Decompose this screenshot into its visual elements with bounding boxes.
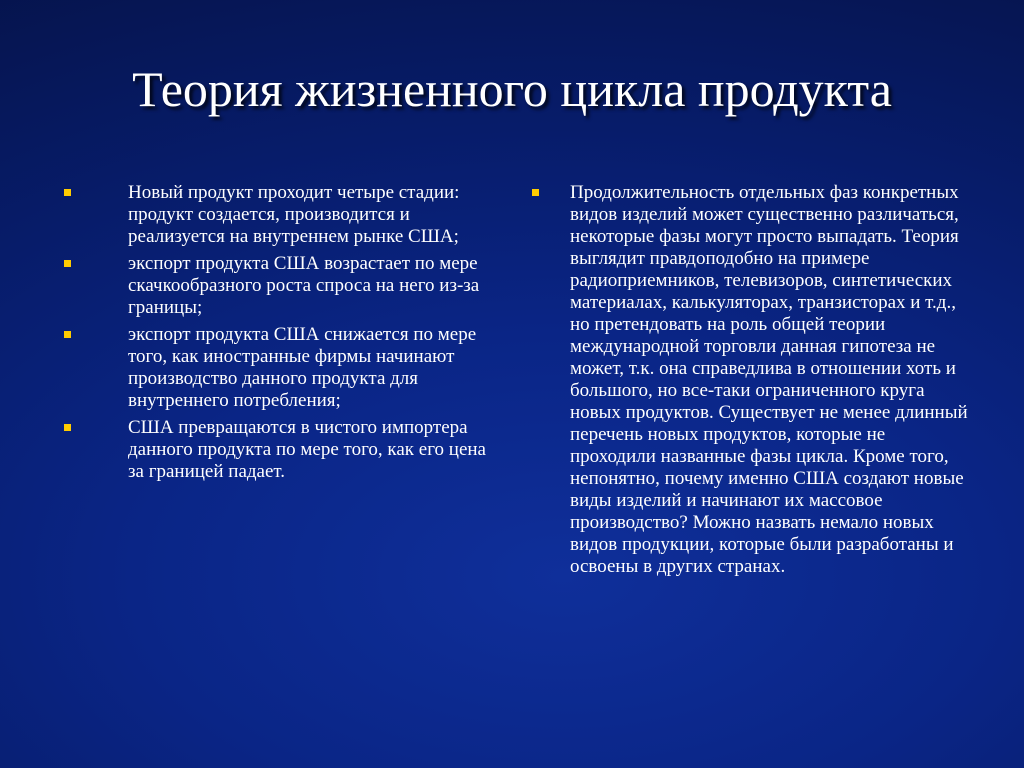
square-bullet-icon bbox=[64, 424, 71, 431]
square-bullet-icon bbox=[64, 331, 71, 338]
list-item bbox=[62, 324, 502, 412]
list-item-text: Продолжительность отдельных фаз конкретных видов изделий может существенно различаться, некоторые фазы могут просто выпадать. Теория выглядит правдоподобно на примере радиоприемников, телевизоров, синтетических материалах, калькуляторах, транзисторах и т.д., но претендовать на роль общей теории международной торговли данная гипотеза не может, т.к. она справедлива в отношении хоть и большого, но все-таки ограниченного круга новых продуктов. Существует не менее длинный перечень новых продуктов, которые не проходили названные фазы цикла. Кроме того, непонятно, почему именно США создают новые виды изделий и начинают их массовое производство? Можно назвать немало новых видов продукции, которые были разработаны и освоены в других странах. bbox=[570, 182, 968, 577]
list-item-text: Новый продукт проходит четыре стадии: продукт создается, производится и реализуется на внутреннем рынке США; bbox=[128, 182, 460, 247]
right-column bbox=[530, 182, 970, 583]
list-item-text: США превращаются в чистого импортера данного продукта по мере того, как его цена за границей падает. bbox=[128, 417, 486, 482]
slide-title: Теория жизненного цикла продукта bbox=[132, 61, 892, 117]
list-item bbox=[62, 417, 502, 483]
square-bullet-icon bbox=[532, 189, 539, 196]
list-item-text: экспорт продукта США снижается по мере того, как иностранные фирмы начинают производство данного продукта для внутреннего потребления; bbox=[128, 324, 477, 411]
left-bullet-list bbox=[62, 182, 502, 483]
list-item bbox=[530, 182, 970, 578]
list-item-text: экспорт продукта США возрастает по мере скачкообразного роста спроса на него из-за границы; bbox=[128, 253, 480, 318]
square-bullet-icon bbox=[64, 189, 71, 196]
list-item bbox=[62, 253, 502, 319]
right-bullet-list bbox=[530, 182, 970, 578]
square-bullet-icon bbox=[64, 260, 71, 267]
left-column bbox=[62, 182, 502, 488]
list-item bbox=[62, 182, 502, 248]
